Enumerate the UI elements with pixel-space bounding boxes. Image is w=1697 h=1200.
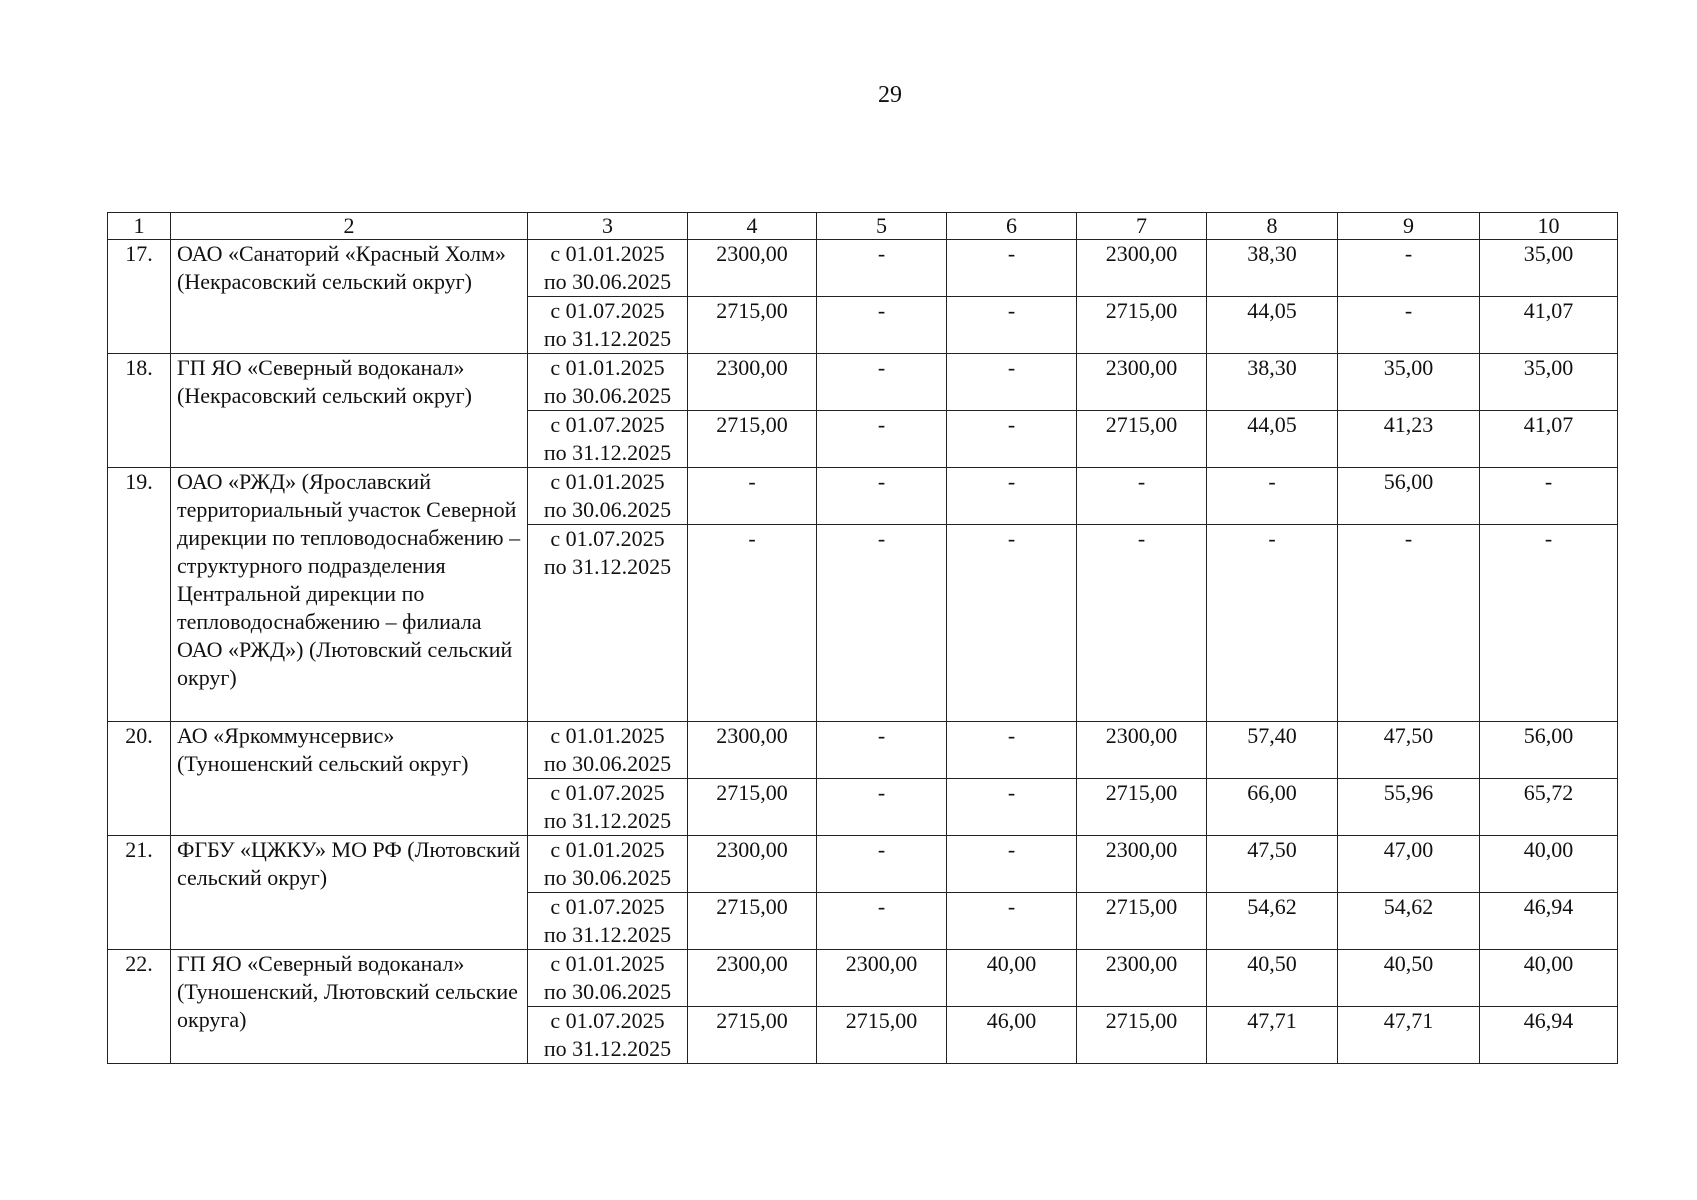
column-header: 9 (1338, 213, 1480, 240)
period-from: с 01.01.2025 (550, 241, 665, 266)
period-to: по 31.12.2025 (543, 440, 672, 465)
value-cell: 44,05 (1207, 297, 1338, 354)
table-row (108, 354, 1618, 411)
value-cell: 2715,00 (688, 779, 817, 836)
value-cell: - (1480, 525, 1618, 722)
row-number: 17. (108, 240, 171, 354)
row-number: 21. (108, 836, 171, 950)
value-cell: 47,71 (1338, 1007, 1480, 1064)
organization-name: ГП ЯО «Северный водоканал» (Некрасовский сельский округ) (171, 354, 528, 468)
value-cell: 47,71 (1207, 1007, 1338, 1064)
value-cell: 56,00 (1338, 468, 1480, 525)
row-number: 19. (108, 468, 171, 722)
value-cell: 55,96 (1338, 779, 1480, 836)
row-number: 22. (108, 950, 171, 1064)
period-cell (528, 1007, 688, 1064)
value-cell: 35,00 (1338, 354, 1480, 411)
period-cell (528, 779, 688, 836)
value-cell: 46,94 (1480, 893, 1618, 950)
value-cell: - (1338, 297, 1480, 354)
value-cell: - (947, 297, 1077, 354)
value-cell: 35,00 (1480, 354, 1618, 411)
value-cell: - (947, 779, 1077, 836)
table-row (108, 468, 1618, 525)
value-cell: - (817, 468, 947, 525)
value-cell: 2715,00 (688, 411, 817, 468)
value-cell: 44,05 (1207, 411, 1338, 468)
value-cell: 46,00 (947, 1007, 1077, 1064)
value-cell: - (1077, 468, 1207, 525)
period-from: с 01.07.2025 (550, 894, 665, 919)
value-cell: 2715,00 (1077, 297, 1207, 354)
period-from: с 01.07.2025 (550, 526, 665, 551)
value-cell: - (1338, 525, 1480, 722)
organization-name: ГП ЯО «Северный водоканал» (Туношенский, Лютовский сельские округа) (171, 950, 528, 1064)
value-cell: - (1207, 468, 1338, 525)
period-to: по 31.12.2025 (543, 1036, 672, 1061)
column-header: 10 (1480, 213, 1618, 240)
value-cell: 46,94 (1480, 1007, 1618, 1064)
value-cell: - (1338, 240, 1480, 297)
period-cell (528, 411, 688, 468)
period-from: с 01.01.2025 (550, 469, 665, 494)
value-cell: 2300,00 (1077, 836, 1207, 893)
period-to: по 30.06.2025 (543, 383, 672, 408)
table-row (108, 722, 1618, 779)
value-cell: 66,00 (1207, 779, 1338, 836)
period-to: по 30.06.2025 (543, 751, 672, 776)
value-cell: - (817, 240, 947, 297)
period-from: с 01.07.2025 (550, 1008, 665, 1033)
value-cell: 2715,00 (688, 893, 817, 950)
organization-name: ФГБУ «ЦЖКУ» МО РФ (Лютовский сельский округ) (171, 836, 528, 950)
period-cell (528, 354, 688, 411)
column-header: 3 (528, 213, 688, 240)
value-cell: 2300,00 (688, 950, 817, 1007)
period-from: с 01.01.2025 (550, 837, 665, 862)
period-cell (528, 297, 688, 354)
value-cell: 38,30 (1207, 354, 1338, 411)
period-from: с 01.01.2025 (550, 951, 665, 976)
period-cell (528, 525, 688, 722)
table-row (108, 240, 1618, 297)
value-cell: - (688, 468, 817, 525)
row-number: 20. (108, 722, 171, 836)
value-cell: 2300,00 (1077, 240, 1207, 297)
tariff-table (107, 212, 1618, 1064)
value-cell: 41,07 (1480, 297, 1618, 354)
period-from: с 01.01.2025 (550, 723, 665, 748)
value-cell: 40,50 (1207, 950, 1338, 1007)
row-number: 18. (108, 354, 171, 468)
period-to: по 30.06.2025 (543, 865, 672, 890)
value-cell: 2715,00 (817, 1007, 947, 1064)
value-cell: 41,23 (1338, 411, 1480, 468)
value-cell: 2300,00 (688, 722, 817, 779)
period-cell (528, 893, 688, 950)
value-cell: 2300,00 (1077, 354, 1207, 411)
period-cell (528, 240, 688, 297)
column-header: 7 (1077, 213, 1207, 240)
value-cell: - (817, 354, 947, 411)
value-cell: 47,50 (1207, 836, 1338, 893)
period-to: по 30.06.2025 (543, 979, 672, 1004)
value-cell: - (817, 722, 947, 779)
period-to: по 30.06.2025 (543, 497, 672, 522)
value-cell: - (688, 525, 817, 722)
period-cell (528, 468, 688, 525)
period-from: с 01.07.2025 (550, 780, 665, 805)
value-cell: 47,00 (1338, 836, 1480, 893)
value-cell: 54,62 (1338, 893, 1480, 950)
value-cell: 47,50 (1338, 722, 1480, 779)
value-cell: - (817, 893, 947, 950)
value-cell: 38,30 (1207, 240, 1338, 297)
value-cell: - (947, 240, 1077, 297)
value-cell: 2300,00 (688, 836, 817, 893)
value-cell: 2300,00 (688, 354, 817, 411)
value-cell: - (817, 297, 947, 354)
period-to: по 30.06.2025 (543, 269, 672, 294)
value-cell: - (1207, 525, 1338, 722)
value-cell: 2715,00 (1077, 1007, 1207, 1064)
value-cell: - (947, 893, 1077, 950)
period-to: по 31.12.2025 (543, 922, 672, 947)
table-row (108, 950, 1618, 1007)
column-header: 1 (108, 213, 171, 240)
value-cell: 2715,00 (1077, 893, 1207, 950)
period-to: по 31.12.2025 (543, 808, 672, 833)
value-cell: 40,50 (1338, 950, 1480, 1007)
period-to: по 31.12.2025 (543, 326, 672, 351)
organization-name: АО «Яркоммунсервис» (Туношенский сельский округ) (171, 722, 528, 836)
value-cell: 2300,00 (817, 950, 947, 1007)
value-cell: - (817, 525, 947, 722)
column-header: 4 (688, 213, 817, 240)
value-cell: - (817, 411, 947, 468)
value-cell: 41,07 (1480, 411, 1618, 468)
value-cell: - (947, 722, 1077, 779)
column-header: 8 (1207, 213, 1338, 240)
period-to: по 31.12.2025 (543, 554, 672, 579)
period-from: с 01.07.2025 (550, 298, 665, 323)
value-cell: 40,00 (1480, 950, 1618, 1007)
column-number-header (108, 213, 1618, 240)
value-cell: 2300,00 (688, 240, 817, 297)
value-cell: - (947, 525, 1077, 722)
value-cell: 2715,00 (1077, 411, 1207, 468)
value-cell: 54,62 (1207, 893, 1338, 950)
value-cell: - (947, 836, 1077, 893)
value-cell: 65,72 (1480, 779, 1618, 836)
organization-name: ОАО «РЖД» (Ярославский территориальный участок Северной дирекции по тепловодоснабжению – структурного подразделения Центральной дирекции по тепловодоснабжению – филиала ОАО «РЖД») (Лютовский сельский округ) (171, 468, 528, 722)
value-cell: 57,40 (1207, 722, 1338, 779)
period-from: с 01.01.2025 (550, 355, 665, 380)
value-cell: 40,00 (1480, 836, 1618, 893)
column-header: 6 (947, 213, 1077, 240)
value-cell: - (947, 354, 1077, 411)
period-cell (528, 950, 688, 1007)
value-cell: - (817, 836, 947, 893)
value-cell: - (947, 468, 1077, 525)
value-cell: 2715,00 (688, 1007, 817, 1064)
value-cell: - (817, 779, 947, 836)
page-number: 29 (878, 82, 902, 108)
value-cell: 2715,00 (1077, 779, 1207, 836)
value-cell: - (947, 411, 1077, 468)
value-cell: - (1077, 525, 1207, 722)
organization-name: ОАО «Санаторий «Красный Холм» (Некрасовский сельский округ) (171, 240, 528, 354)
column-header: 2 (171, 213, 528, 240)
value-cell: 56,00 (1480, 722, 1618, 779)
value-cell: 2300,00 (1077, 950, 1207, 1007)
period-cell (528, 722, 688, 779)
value-cell: 40,00 (947, 950, 1077, 1007)
value-cell: - (1480, 468, 1618, 525)
period-cell (528, 836, 688, 893)
period-from: с 01.07.2025 (550, 412, 665, 437)
value-cell: 2715,00 (688, 297, 817, 354)
table-row (108, 836, 1618, 893)
column-header: 5 (817, 213, 947, 240)
value-cell: 35,00 (1480, 240, 1618, 297)
value-cell: 2300,00 (1077, 722, 1207, 779)
tariff-table-body (108, 213, 1618, 1064)
